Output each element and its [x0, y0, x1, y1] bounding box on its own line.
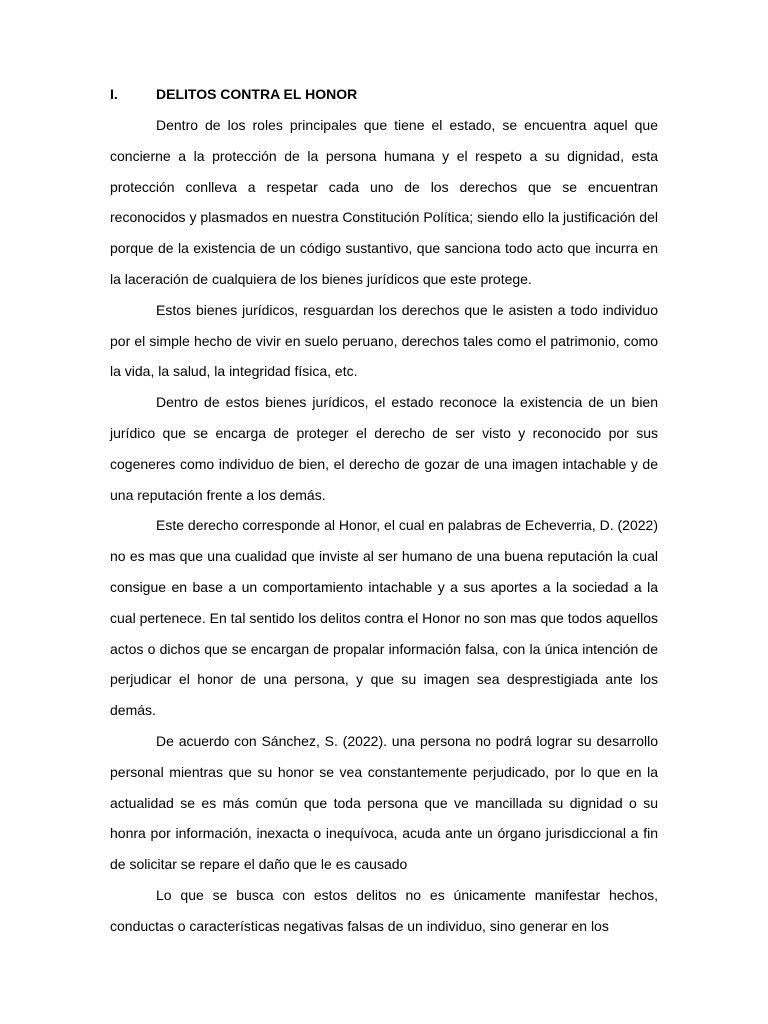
paragraph-purpose: Lo que se busca con estos delitos no es únicamente manifestar hechos, conductas o características negativas falsas de un individuo, sino generar en los	[110, 886, 658, 934]
document-body	[110, 110, 658, 942]
paragraph-legal-goods: Estos bienes jurídicos, resguardan los derechos que le asisten a todo individuo por el simple hecho de vivir en suelo peruano, derechos tales como el patrimonio, como la vida, la salud, la integridad física, etc.	[110, 301, 658, 380]
paragraph-state-role: Dentro de los roles principales que tiene el estado, se encuentra aquel que concierne a la protección de la persona humana y el respeto a su dignidad, esta protección conlleva a respetar cada uno de los derechos que se encuentran reconocidos y plasmados en nuestra Constitución Política; siendo ello la justificación del porque de la existencia de un código sustantivo, que sanciona todo acto que incurra en la laceración de cualquiera de los bienes jurídicos que este protege.	[110, 117, 658, 287]
paragraph-honor-good: Dentro de estos bienes jurídicos, el estado reconoce la existencia de un bien jurídico que se encarga de proteger el derecho de ser visto y reconocido por sus cogeneres como individuo de bien, el derecho de gozar de una imagen intachable y de una reputación frente a los demás.	[110, 394, 658, 503]
paragraph-honor-definition: Este derecho corresponde al Honor, el cual en palabras de Echeverria, D. (2022) no es mas que una cualidad que inviste al ser humano de una buena reputación la cual consigue en base a un comportamiento intachable y a sus aportes a la sociedad a la cual pertenece. En tal sentido los delitos contra el Honor no son mas que todos aquellos actos o dichos que se encargan de propalar información falsa, con la única intención de perjudicar el honor de una persona, y que su imagen sea desprestigiada ante los demás.	[110, 517, 658, 719]
section-title: DELITOS CONTRA EL HONOR	[156, 86, 358, 102]
section-heading	[110, 85, 357, 103]
section-number: I.	[110, 86, 118, 102]
paragraph-sanchez: De acuerdo con Sánchez, S. (2022). una persona no podrá lograr su desarrollo personal mientras que su honor se vea constantemente perjudicado, por lo que en la actualidad se es más común que toda persona que ve mancillada su dignidad o su honra por información, inexacta o inequívoca, acuda ante un órgano jurisdiccional a fin de solicitar se repare el daño que le es causado	[110, 732, 658, 873]
